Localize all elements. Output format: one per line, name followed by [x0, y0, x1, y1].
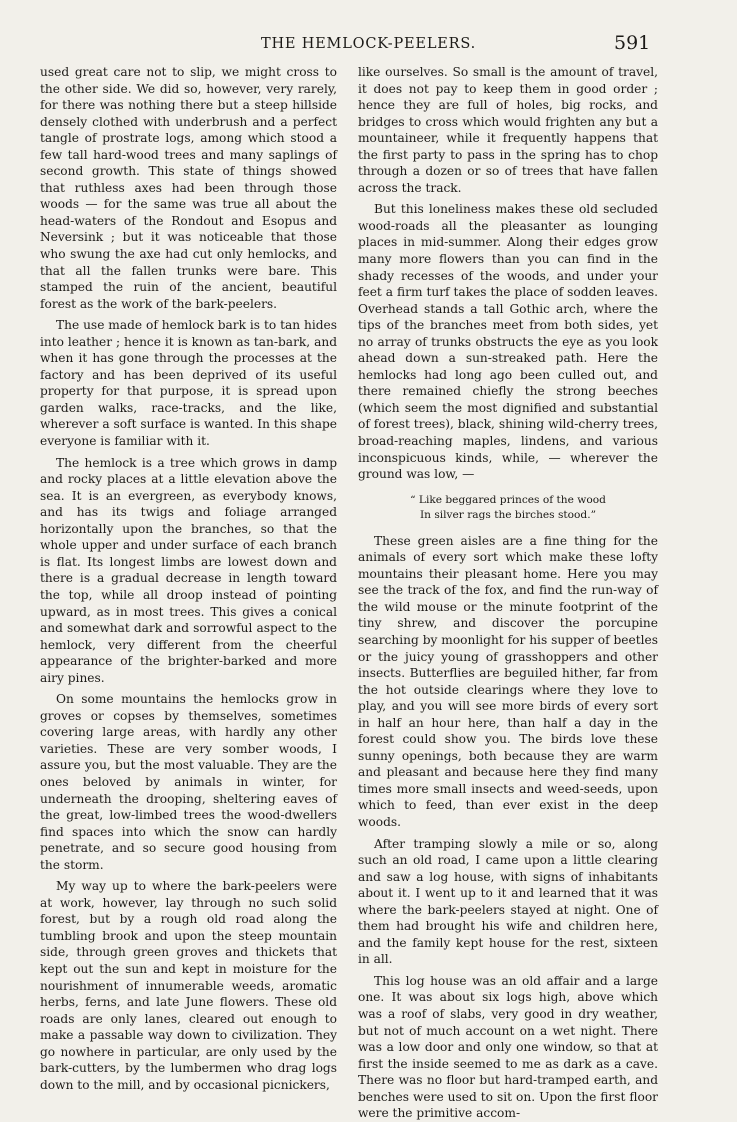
- paragraph: My way up to where the bark-peelers were at work, however, lay through no such solid forest, but by a rough old road along the tumbling brook and upon the steep mountain side, through green groves and thickets that kept out the sun and kept in moisture for the nourishment of innumerable weeds, aromatic herbs, ferns, and late June flowers. These old roads are only lanes, cleared out enough to make a passable way down to civilization. They go nowhere in particular, are only used by the bark-cutters, by the lumbermen who drag logs down to the mill, and by occasional picnickers,: [40, 879, 337, 1092]
- paragraph: On some mountains the hemlocks grow in groves or copses by themselves, sometimes covering large areas, with hardly any other varieties. These are very somber woods, I assure you, but the most valuable. They are the ones beloved by animals in winter, for underneath the drooping, sheltering eaves of the great, low-limbed trees the wood-dwellers find spaces into which the snow can hardly penetrate, and so secure good housing from the storm.: [40, 692, 337, 872]
- left-column: [40, 64, 337, 1093]
- paragraph: The hemlock is a tree which grows in damp and rocky places at a little elevation above the sea. It is an evergreen, as everybody knows, and has its twigs and foliage arranged horizontally upon the branches, so that the whole upper and under surface of each branch is flat. Its longest limbs are lowest down and there is a gradual decrease in length toward the top, while all droop instead of pointing upward, as in most trees. This gives a conical and somewhat dark and sorrowful aspect to the hemlock, very different from the cheerful appearance of the brighter-barked and more airy pines.: [40, 455, 337, 685]
- verse-line: “ Like beggared princes of the wood: [410, 493, 606, 506]
- paragraph: like ourselves. So small is the amount of travel, it does not pay to keep them in good order ; hence they are full of holes, big rocks, and bridges to cross which would frighten any but a mountaineer, while it frequently happens that the first party to pass in the spring has to chop through a dozen or so of trees that have fallen across the track.: [358, 65, 658, 195]
- verse-quotation: [358, 493, 658, 523]
- running-title: THE HEMLOCK-PEELERS.: [261, 36, 476, 52]
- paragraph: But this loneliness makes these old secluded wood-roads all the pleasanter as lounging places in mid-summer. Along their edges grow many more flowers than you can find in the shady recesses of the woods, and under your feet a firm turf takes the place of sodden leaves. Overhead stands a tall Gothic arch, where the tips of the branches meet from both sides, yet no array of trunks obstructs the eye as you look ahead down a sun-streaked path. Here the hemlocks had long ago been culled out, and there remained chiefly the strong beeches (which seem the most dignified and substantial of forest trees), black, shining wild-cherry trees, broad-reaching maples, lindens, and various inconspicuous kinds, while, — wherever the ground was low, —: [358, 202, 658, 482]
- verse-line: In silver rags the birches stood.”: [419, 508, 597, 521]
- page-number: 591: [614, 32, 651, 54]
- paragraph: This log house was an old affair and a large one. It was about six logs high, above which was a roof of slabs, very good in dry weather, but not of much account on a wet night. There was a low door and only one window, so that at first the inside seemed to me as dark as a cave. There was no floor but hard-tramped earth, and benches were used to sit on. Upon the first floor were the primitive accom-: [358, 973, 658, 1121]
- paragraph: The use made of hemlock bark is to tan hides into leather ; hence it is known as tan-bark, and when it has gone through the processes at the factory and has been deprived of its useful property for that purpose, it is spread upon garden walks, race-tracks, and the like, wherever a soft surface is wanted. In this shape everyone is familiar with it.: [40, 318, 337, 449]
- right-column: [358, 64, 658, 1122]
- paragraph: used great care not to slip, we might cross to the other side. We did so, however, very rarely, for there was nothing there but a steep hillside densely clothed with underbrush and a perfect tangle of prostrate logs, among which stood a few tall hard-wood trees and many saplings of second growth. This state of things showed that ruthless axes had been through those woods — for the same was true all about the head-waters of the Rondout and Esopus and Neversink ; but it was noticeable that those who swung the axe had cut only hemlocks, and that all the fallen trunks were bare. This stamped the ruin of the ancient, beautiful forest as the work of the bark-peelers.: [40, 65, 337, 311]
- paragraph: These green aisles are a fine thing for the animals of every sort which make these lofty mountains their pleasant home. Here you may see the track of the fox, and find the run-way of the wild mouse or the minute footprint of the tiny shrew, and discover the porcupine searching by moonlight for his supper of beetles or the juicy young of grasshoppers and other insects. Butterflies are beguiled hither, far from the hot outside clearings where they love to play, and you will see more birds of every sort in half an hour here, than half a day in the forest could show you. The birds love these sunny openings, both because they are warm and pleasant and because here they find many times more small insects and weed-seeds, upon which to feed, than ever exist in the deep woods.: [358, 533, 658, 829]
- paragraph: After tramping slowly a mile or so, along such an old road, I came upon a little clearing and saw a log house, with signs of inhabitants about it. I went up to it and learned that it was where the bark-peelers stayed at night. One of them had brought his wife and children here, and the family kept house for the rest, sixteen in all.: [358, 836, 658, 967]
